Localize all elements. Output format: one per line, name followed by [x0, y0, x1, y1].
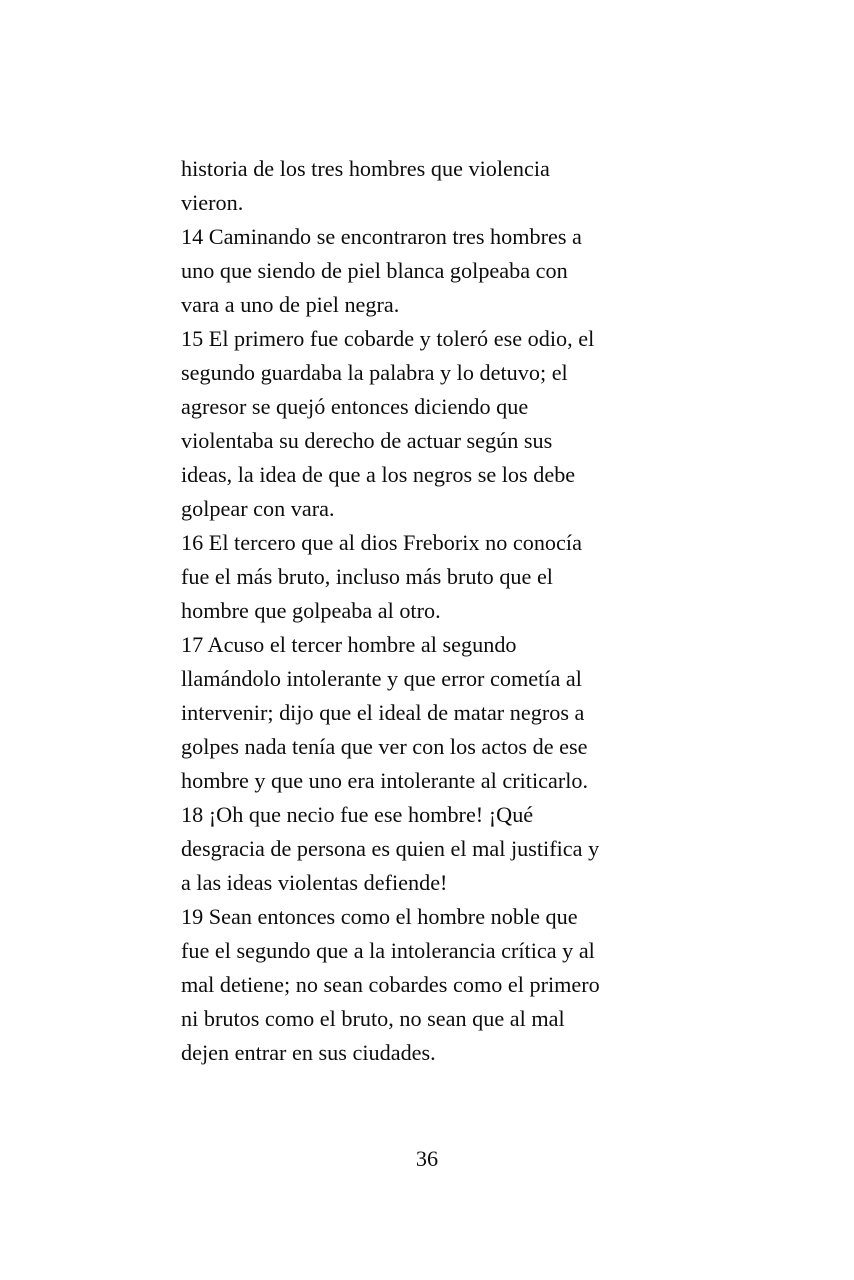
verse-line: uno que siendo de piel blanca golpeaba con	[181, 258, 568, 283]
verse-line: 17 Acuso el tercer hombre al segundo	[181, 632, 517, 657]
verse-line: vieron.	[181, 190, 244, 215]
verse-line: ideas, la idea de que a los negros se los debe	[181, 462, 576, 487]
verse-line: golpes nada tenía que ver con los actos de ese	[181, 734, 588, 759]
verse-line: intervenir; dijo que el ideal de matar negros a	[181, 700, 585, 725]
verse-line: vara a uno de piel negra.	[181, 292, 400, 317]
verse-line: 19 Sean entonces como el hombre noble que	[181, 904, 578, 929]
verse-line: violentaba su derecho de actuar según sus	[181, 428, 553, 453]
verse-line: desgracia de persona es quien el mal justifica y	[181, 836, 600, 861]
verse-line: hombre y que uno era intolerante al criticarlo.	[181, 768, 589, 793]
verse-line: fue el segundo que a la intolerancia crítica y al	[181, 938, 595, 963]
verse-line: segundo guardaba la palabra y lo detuvo; el	[181, 360, 568, 385]
verse-line: 16 El tercero que al dios Freborix no conocía	[181, 530, 582, 555]
page-number: 36	[415, 1146, 439, 1171]
verse-line: llamándolo intolerante y que error cometía al	[181, 666, 582, 691]
verse-line: agresor se quejó entonces diciendo que	[181, 394, 529, 419]
verse-line: fue el más bruto, incluso más bruto que el	[181, 564, 553, 589]
verse-line: 14 Caminando se encontraron tres hombres a	[181, 224, 582, 249]
verse-line: ni brutos como el bruto, no sean que al mal	[181, 1006, 565, 1031]
verse-line: 18 ¡Oh que necio fue ese hombre! ¡Qué	[181, 802, 534, 827]
verse-line: historia de los tres hombres que violencia	[181, 156, 550, 181]
verse-line: dejen entrar en sus ciudades.	[181, 1040, 436, 1065]
verse-line: golpear con vara.	[181, 496, 335, 521]
verse-line: hombre que golpeaba al otro.	[181, 598, 441, 623]
verse-line: a las ideas violentas defiende!	[181, 870, 448, 895]
verse-line: 15 El primero fue cobarde y toleró ese odio, el	[181, 326, 595, 351]
body-text-column	[181, 152, 681, 1070]
verse-line: mal detiene; no sean cobardes como el primero	[181, 972, 600, 997]
